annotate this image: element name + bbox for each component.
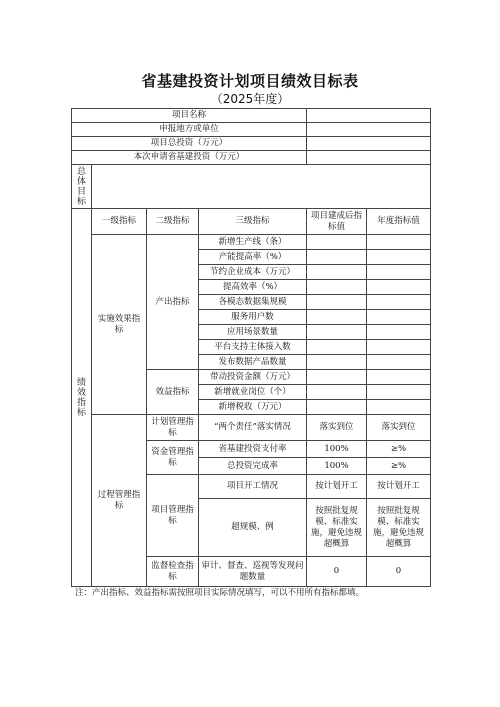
supervision-item: 审计、督查、巡视等发现问题数量 [199, 557, 307, 587]
col-level2-header: 二级指标 [147, 209, 199, 235]
overall-target-value[interactable] [92, 165, 431, 209]
col-level3-header: 三级指标 [199, 209, 307, 235]
output-item-completed[interactable] [307, 310, 367, 325]
output-item-annual[interactable] [367, 265, 431, 280]
fund-item-completed[interactable]: 100% [307, 441, 367, 458]
project-item-annual[interactable]: 按计划开工 [367, 475, 431, 499]
output-item-completed[interactable] [307, 280, 367, 295]
output-item: 提高效率（%） [199, 280, 307, 295]
applicant-value[interactable] [307, 123, 431, 137]
output-indicator-label: 产出指标 [147, 235, 199, 370]
output-item-annual[interactable] [367, 340, 431, 355]
plan-item: “两个责任”落实情况 [199, 415, 307, 441]
document-title: 省基建投资计划项目绩效目标表 [141, 72, 359, 90]
output-item: 各模态数据集规模 [199, 295, 307, 310]
benefit-item: 新增就业岗位（个） [199, 385, 307, 400]
output-item: 发布数据产品数量 [199, 355, 307, 370]
output-item-completed[interactable] [307, 250, 367, 265]
total-investment-label: 项目总投资（万元） [72, 137, 307, 151]
supervision-label: 监督检查指标 [147, 557, 199, 587]
fund-item-annual[interactable]: ≥% [367, 441, 431, 458]
output-item: 服务用户数 [199, 310, 307, 325]
output-item: 平台支持主体接入数 [199, 340, 307, 355]
total-investment-value[interactable] [307, 137, 431, 151]
supervision-item-annual[interactable]: 0 [367, 557, 431, 587]
output-item-completed[interactable] [307, 265, 367, 280]
output-item-completed[interactable] [307, 355, 367, 370]
col-completed-header: 项目建成后指标值 [307, 209, 367, 235]
output-item: 产能提高率（%） [199, 250, 307, 265]
applicant-label: 申报地方或单位 [72, 123, 307, 137]
fund-item: 总投资完成率 [199, 458, 307, 475]
overall-target-label: 总体目标 [72, 165, 92, 209]
output-item-completed[interactable] [307, 295, 367, 310]
provincial-investment-value[interactable] [307, 151, 431, 165]
project-item-annual[interactable]: 按照批复规模、标准实施，避免违规超概算 [367, 499, 431, 557]
plan-item-completed[interactable]: 落实到位 [307, 415, 367, 441]
benefit-item-annual[interactable] [367, 385, 431, 400]
supervision-item-completed[interactable]: 0 [307, 557, 367, 587]
project-management-label: 项目管理指标 [147, 475, 199, 557]
output-item-annual[interactable] [367, 250, 431, 265]
fund-item-annual[interactable]: ≥% [367, 458, 431, 475]
output-item-completed[interactable] [307, 340, 367, 355]
benefit-item-completed[interactable] [307, 385, 367, 400]
output-item-completed[interactable] [307, 325, 367, 340]
project-item-completed[interactable]: 按照批复规模、标准实施，避免违规超概算 [307, 499, 367, 557]
project-name-label: 项目名称 [72, 109, 307, 123]
provincial-investment-label: 本次申请省基建投资（万元） [72, 151, 307, 165]
col-annual-header: 年度指标值 [367, 209, 431, 235]
plan-management-label: 计划管理指标 [147, 415, 199, 441]
output-item-annual[interactable] [367, 355, 431, 370]
benefit-item: 带动投资金额（万元） [199, 370, 307, 385]
output-item-annual[interactable] [367, 325, 431, 340]
process-indicator-label: 过程管理指标 [92, 415, 147, 587]
output-item: 新增生产线（条） [199, 235, 307, 250]
output-item-completed[interactable] [307, 235, 367, 250]
document-subtitle: （2025年度） [210, 92, 290, 106]
footnote: 注：产出指标、效益指标需按照项目实际情况填写，可以不用所有指标都填。 [75, 588, 365, 598]
output-item: 节约企业成本（万元） [199, 265, 307, 280]
performance-indicators-label: 绩效指标 [72, 209, 92, 587]
benefit-item-annual[interactable] [367, 370, 431, 385]
output-item: 应用场景数量 [199, 325, 307, 340]
benefit-indicator-label: 效益指标 [147, 370, 199, 415]
output-item-annual[interactable] [367, 235, 431, 250]
fund-item-completed[interactable]: 100% [307, 458, 367, 475]
project-item: 项目开工情况 [199, 475, 307, 499]
plan-item-annual[interactable]: 落实到位 [367, 415, 431, 441]
benefit-item-annual[interactable] [367, 400, 431, 415]
effect-indicator-label: 实施效果指标 [92, 235, 147, 415]
output-item-annual[interactable] [367, 280, 431, 295]
output-item-annual[interactable] [367, 295, 431, 310]
benefit-item: 新增税收（万元） [199, 400, 307, 415]
benefit-item-completed[interactable] [307, 370, 367, 385]
project-item-completed[interactable]: 按计划开工 [307, 475, 367, 499]
performance-target-table [71, 108, 431, 587]
fund-management-label: 资金管理指标 [147, 441, 199, 475]
col-level1-header: 一级指标 [92, 209, 147, 235]
project-name-value[interactable] [307, 109, 431, 123]
fund-item: 省基建投资支付率 [199, 441, 307, 458]
benefit-item-completed[interactable] [307, 400, 367, 415]
project-item: 超规模、例 [199, 499, 307, 557]
output-item-annual[interactable] [367, 310, 431, 325]
